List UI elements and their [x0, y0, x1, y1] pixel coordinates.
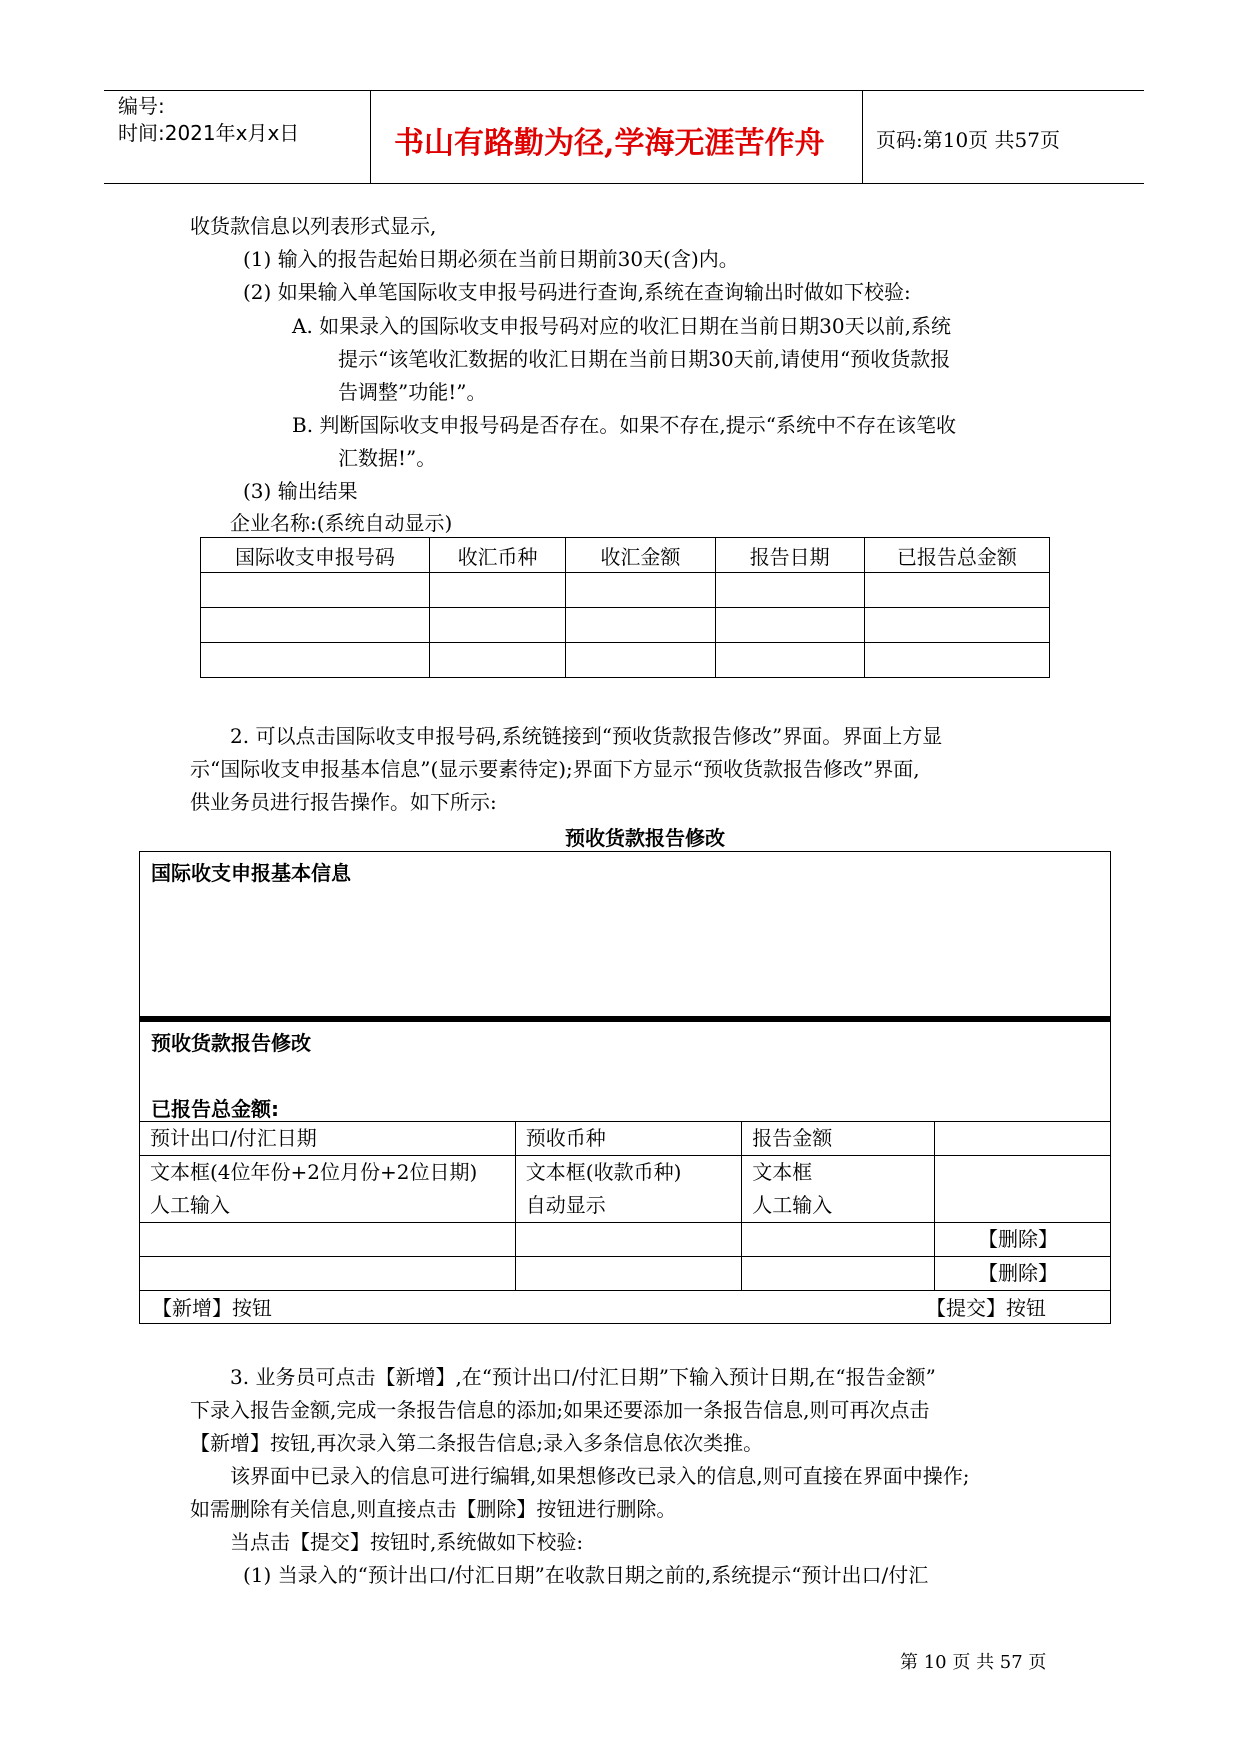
col-action: [934, 1122, 1110, 1156]
table-header-cell: 报告日期: [715, 538, 864, 573]
company-name-label: 企业名称:(系统自动显示): [230, 511, 453, 535]
header-divider-left: [370, 90, 371, 183]
body-item-a-2: 提示“该笔收汇数据的收汇日期在当前日期30天前,请使用“预收货款报: [338, 347, 951, 371]
section-title: 预收货款报告修改: [151, 1031, 311, 1055]
header-page-number: 页码:第10页 共57页: [876, 128, 1060, 152]
header-time: 时间:2021年x月x日: [118, 121, 300, 145]
para3-line-4: 该界面中已录入的信息可进行编辑,如果想修改已录入的信息,则可直接在界面中操作;: [230, 1464, 970, 1488]
result-table: [200, 537, 1050, 678]
table-header-cell: 收汇金额: [566, 538, 715, 573]
page-footer: 第 10 页 共 57 页: [900, 1652, 1047, 1673]
body-item-b-2: 汇数据!”。: [338, 446, 437, 470]
para2-line-2: 示“国际收支申报基本信息”(显示要素待定);界面下方显示“预收货款报告修改”界面,: [190, 757, 920, 781]
report-entry-table: [139, 1121, 1111, 1291]
para3-line-6: 当点击【提交】按钮时,系统做如下校验:: [230, 1530, 584, 1554]
currency-cell: [515, 1257, 741, 1291]
header-motto: 书山有路勤为径,学海无涯苦作舟: [394, 126, 825, 161]
table-row: [201, 643, 1050, 678]
amount-input-cell[interactable]: [742, 1223, 934, 1257]
currency-cell: [515, 1223, 741, 1257]
para3-line-1: 3. 业务员可点击【新增】,在“预计出口/付汇日期”下输入预计日期,在“报告金额”: [230, 1365, 936, 1389]
body-line-1: 收货款信息以列表形式显示,: [190, 214, 437, 238]
add-button[interactable]: 【新增】按钮: [152, 1296, 272, 1320]
para2-line-1: 2. 可以点击国际收支申报号码,系统链接到“预收货款报告修改”界面。界面上方显: [230, 724, 943, 748]
basic-info-title: 国际收支申报基本信息: [151, 861, 351, 885]
body-item-b-1: B. 判断国际收支申报号码是否存在。如果不存在,提示“系统中不存在该笔收: [292, 413, 956, 437]
header-number: 编号:: [118, 94, 165, 118]
report-modify-panel: [139, 1022, 1111, 1324]
table-row: [201, 608, 1050, 643]
desc-currency-line-2: 自动显示: [525, 1193, 606, 1217]
date-input-cell[interactable]: [140, 1257, 516, 1291]
para3-line-5: 如需删除有关信息,则直接点击【删除】按钮进行删除。: [190, 1497, 677, 1521]
desc-amount-cell: [742, 1156, 934, 1223]
header-bottom-rule: [104, 183, 1144, 184]
body-item-3: (3) 输出结果: [243, 479, 358, 503]
body-item-2: (2) 如果输入单笔国际收支申报号码进行查询,系统在查询输出时做如下校验:: [243, 280, 911, 304]
table-header-cell: 已报告总金额: [864, 538, 1049, 573]
total-amount-label: 已报告总金额:: [151, 1097, 279, 1121]
entry-header-row: [140, 1122, 1111, 1156]
table-header-cell: 国际收支申报号码: [201, 538, 430, 573]
form-title: 预收货款报告修改: [565, 826, 725, 850]
header-top-rule: [104, 90, 1144, 91]
table-header-row: [201, 538, 1050, 573]
desc-currency-line-1: 文本框(收款币种): [525, 1160, 682, 1184]
basic-info-panel: [139, 851, 1111, 1018]
desc-amount-line-2: 人工输入: [752, 1193, 833, 1217]
para3-line-3: 【新增】按钮,再次录入第二条报告信息;录入多条信息依次类推。: [190, 1431, 764, 1455]
desc-date-line-2: 人工输入: [150, 1193, 230, 1217]
body-item-a-3: 告调整”功能!”。: [338, 380, 487, 404]
desc-amount-line-1: 文本框: [752, 1160, 813, 1184]
desc-date-line-1: 文本框(4位年份+2位月份+2位日期): [150, 1160, 478, 1184]
table-row: [140, 1257, 1111, 1291]
col-currency: 预收币种: [515, 1122, 741, 1156]
para2-line-3: 供业务员进行报告操作。如下所示:: [190, 790, 497, 814]
header-divider-right: [862, 90, 863, 183]
table-row: [140, 1223, 1111, 1257]
desc-currency-cell: [515, 1156, 741, 1223]
body-item-1: (1) 输入的报告起始日期必须在当前日期前30天(含)内。: [243, 247, 739, 271]
body-item-a-1: A. 如果录入的国际收支申报号码对应的收汇日期在当前日期30天以前,系统: [292, 314, 951, 338]
delete-button[interactable]: 【删除】: [934, 1257, 1110, 1291]
table-row: [201, 573, 1050, 608]
table-header-cell: 收汇币种: [429, 538, 565, 573]
submit-button[interactable]: 【提交】按钮: [926, 1296, 1046, 1320]
col-expected-date: 预计出口/付汇日期: [140, 1122, 516, 1156]
col-amount: 报告金额: [742, 1122, 934, 1156]
amount-input-cell[interactable]: [742, 1257, 934, 1291]
entry-desc-row: [140, 1156, 1111, 1223]
para3-line-7: (1) 当录入的“预计出口/付汇日期”在收款日期之前的,系统提示“预计出口/付汇: [243, 1563, 929, 1587]
delete-button[interactable]: 【删除】: [934, 1223, 1110, 1257]
para3-line-2: 下录入报告金额,完成一条报告信息的添加;如果还要添加一条报告信息,则可再次点击: [190, 1398, 930, 1422]
desc-date-cell: [140, 1156, 516, 1223]
date-input-cell[interactable]: [140, 1223, 516, 1257]
